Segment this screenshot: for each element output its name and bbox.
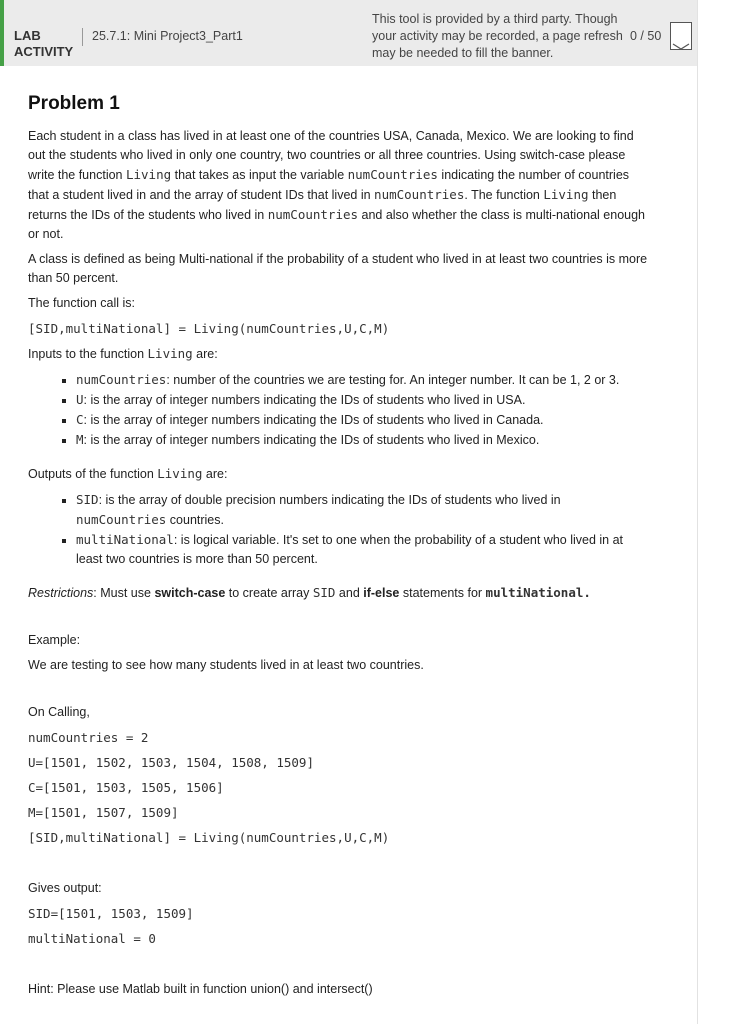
lab-label-line1: LAB (14, 28, 41, 43)
example-text: We are testing to see how many students lived in at least two countries. (28, 658, 424, 672)
example-code-line: U=[1501, 1502, 1503, 1504, 1508, 1509] (28, 755, 314, 770)
hint-text: Hint: Please use Matlab built in function union() and intersect() (28, 982, 373, 996)
output-item-multinational (76, 530, 648, 569)
outputs-heading-code: Living (157, 466, 203, 481)
input-item-m (76, 430, 648, 450)
input-code: U (76, 392, 84, 407)
right-scroll-strip (697, 0, 743, 1024)
output-item-sid (76, 490, 648, 530)
intro-code-numcountries-2: numCountries (374, 187, 465, 202)
input-text: : is the array of integer numbers indicating the IDs of students who lived in Mexico. (83, 433, 540, 447)
spacer (28, 954, 648, 980)
outputs-heading-suffix: are: (202, 467, 228, 481)
badge-outline-icon (670, 22, 692, 50)
inputs-heading-text: Inputs to the function (28, 347, 148, 361)
outputs-heading (28, 464, 648, 484)
input-code: C (76, 412, 84, 427)
inputs-list (28, 370, 648, 450)
on-calling-label: On Calling, (28, 705, 90, 719)
problem-title: Problem 1 (28, 93, 120, 114)
activity-title: 25.7.1: Mini Project3_Part1 (92, 29, 243, 43)
intro-text-a: Each student in a class has lived in at least one of the countries USA, Canada, Mexico. We are looking to find out the students who lived in only one country, two countries or all three countries. Using switch-case please write the function (28, 129, 634, 182)
output-code-line: multiNational = 0 (28, 931, 156, 946)
intro-text-b: that takes as input the variable (171, 168, 348, 182)
example-code-line: numCountries = 2 (28, 730, 149, 745)
example-code-line: M=[1501, 1507, 1509] (28, 805, 179, 820)
intro-code-numcountries: numCountries (347, 167, 438, 182)
output-code-2: numCountries (76, 512, 167, 527)
output-code: SID (76, 492, 99, 507)
outputs-list (28, 490, 648, 569)
multinational-definition: A class is defined as being Multi-national if the probability of a student who lived in at least two countries is more than 50 percent. (28, 252, 648, 285)
completion-badge-icon (670, 22, 692, 50)
spacer (28, 681, 648, 703)
restrictions-code-sid: SID (312, 585, 336, 600)
intro-text-c: indicating the number of countries that a student lived in and the array of student IDs that lived in (28, 168, 630, 202)
problem-content (28, 94, 648, 1005)
outputs-heading-text: Outputs of the function (28, 467, 158, 481)
inputs-heading-suffix: are: (192, 347, 218, 361)
restrictions-text-a: : Must use (93, 586, 155, 600)
header-divider (82, 28, 83, 46)
input-code: M (76, 432, 84, 447)
output-text: : is the array of double precision numbers indicating the IDs of students who lived in (98, 493, 561, 507)
spacer (28, 609, 648, 631)
restrictions-text-b: to create array (225, 586, 313, 600)
restrictions-switch-case: switch-case (154, 586, 226, 600)
input-code: numCountries (76, 372, 167, 387)
lab-label-line2: ACTIVITY (14, 44, 74, 59)
third-party-notice: This tool is provided by a third party. Though your activity may be recorded, a page refresh may be needed to fill the banner. (372, 12, 623, 60)
output-code-line: SID=[1501, 1503, 1509] (28, 906, 194, 921)
intro-paragraph (28, 127, 648, 244)
input-item-c (76, 410, 648, 430)
input-item-numcountries (76, 370, 648, 390)
function-call-code: [SID,multiNational] = Living(numCountries,U,C,M) (28, 321, 390, 336)
inputs-heading-code: Living (147, 346, 193, 361)
lab-activity-label (14, 28, 73, 60)
restrictions-label: Restrictions (28, 586, 94, 600)
restrictions-text-c: and (335, 586, 364, 600)
intro-code-living: Living (125, 167, 172, 182)
example-code-line: C=[1501, 1503, 1505, 1506] (28, 780, 224, 795)
intro-text-d: . The function (464, 188, 544, 202)
restrictions-text-d: statements for (399, 586, 486, 600)
intro-text-e: then returns the IDs of the students who lived in (28, 188, 617, 222)
intro-text-f: and also whether the class is multi-national enough or not. (28, 208, 646, 241)
spacer (28, 853, 648, 879)
function-call-label: The function call is: (28, 296, 135, 310)
intro-code-living-2: Living (543, 187, 589, 202)
lab-activity-header (0, 0, 697, 66)
output-text: : is logical variable. It's set to one when the probability of a student who lived in at least two countries is more than 50 percent. (76, 533, 624, 566)
input-text: : is the array of integer numbers indicating the IDs of students who lived in USA. (83, 393, 526, 407)
restrictions (28, 583, 648, 603)
input-text: : is the array of integer numbers indicating the IDs of students who lived in Canada. (83, 413, 544, 427)
progress-count: 0 / 50 (630, 29, 662, 43)
restrictions-if-else: if-else (363, 586, 400, 600)
output-text-2: countries. (166, 513, 224, 527)
input-item-u (76, 390, 648, 410)
example-code-line: [SID,multiNational] = Living(numCountries,U,C,M) (28, 830, 390, 845)
inputs-heading (28, 344, 648, 364)
intro-code-numcountries-3: numCountries (267, 207, 359, 222)
output-code: multiNational (76, 532, 174, 547)
gives-output-label: Gives output: (28, 881, 102, 895)
restrictions-code-multinational: multiNational. (485, 585, 591, 600)
input-text: : number of the countries we are testing for. An integer number. It can be 1, 2 or 3. (166, 373, 620, 387)
example-label: Example: (28, 633, 81, 647)
